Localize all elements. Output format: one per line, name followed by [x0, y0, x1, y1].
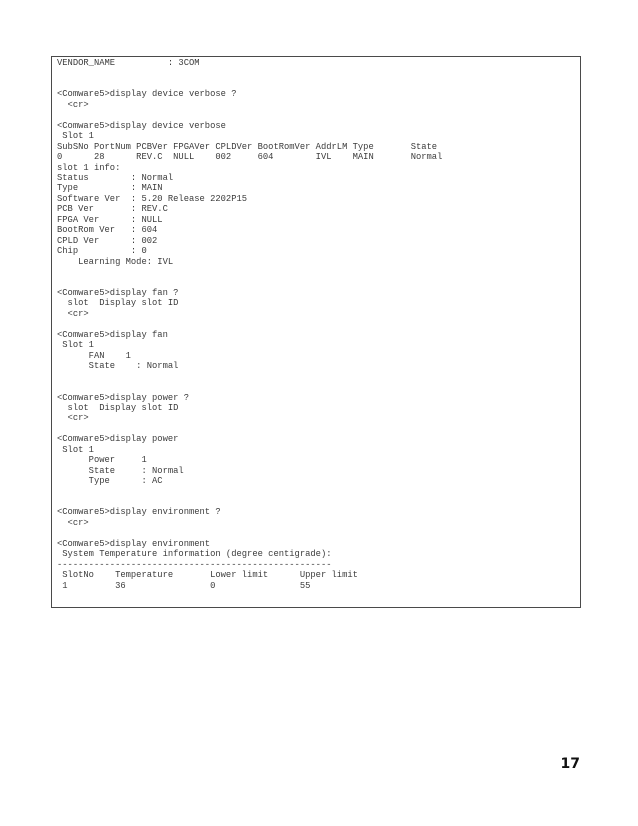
terminal-output-text: VENDOR_NAME : 3COM <Comware5>display device verbose ? <cr> <Comware5>display device verbose Slot 1 SubSNo PortNum PCBVer FPGAVer CPLDVer BootRomVer AddrLM Type State 0 28 REV.C NULL 002 604 IVL MAIN Normal slot 1 info: Status : Normal Type : MAIN Software Ver : 5.20 Release 2202P15 PCB Ver : REV.C FPGA Ver : NULL BootRom Ver : 604 CPLD Ver : 002 Chip : 0 Learning Mode: IVL <Comware5>display fan ? slot Display slot ID <cr> <Comware5>display fan Slot 1 FAN 1 State : Normal <Comware5>display power ? slot Display slot ID <cr> <Comware5>display power Slot 1 Power 1 State : Normal Type : AC <Comware5>display environment ? <cr> <Comware5>display environment System Temperature information (degree centigrade): ---------------------------------------------------- SlotNo Temperature Lower limit Upper limit 1 36 0 55: [57, 58, 443, 591]
terminal-output-box: [51, 56, 581, 608]
page-number: 17: [560, 756, 580, 772]
